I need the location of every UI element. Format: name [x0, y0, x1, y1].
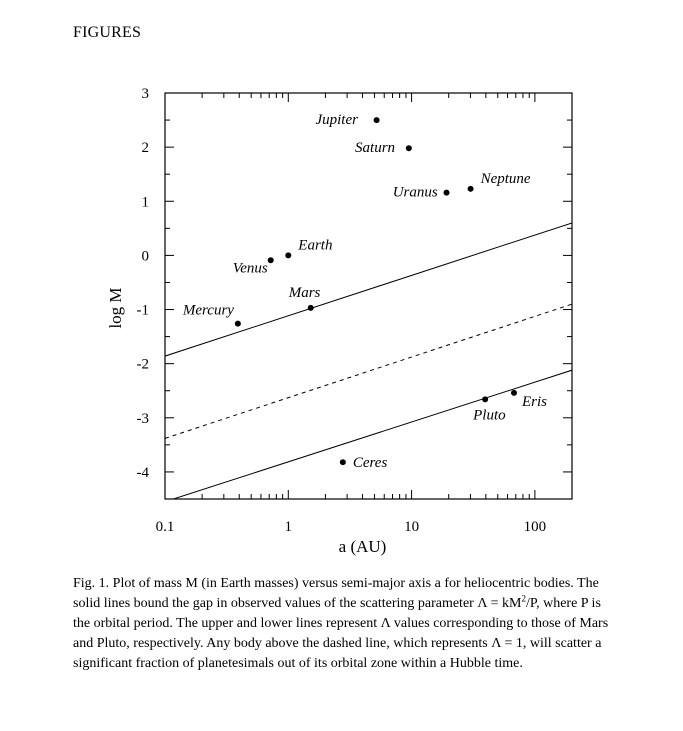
point-label-ceres: Ceres: [352, 455, 388, 472]
y-tick-label: -2: [136, 356, 149, 373]
data-point-jupiter: [374, 117, 380, 123]
x-axis-title: a (AU): [338, 537, 387, 556]
axis-labels: [106, 86, 546, 556]
dashed-line-lambda-1: [165, 304, 572, 438]
point-label-earth: Earth: [298, 237, 333, 254]
point-label-jupiter: Jupiter: [315, 112, 358, 129]
caption-text-part1: Fig. 1. Plot of mass M (in Earth masses) versus semi-major axis a for heliocentric bodies. The solid lines bound the gap in observed values of the scattering parameter Λ = kM: [73, 576, 599, 611]
x-tick-label: 0.1: [155, 519, 175, 535]
point-label-venus: Venus: [232, 260, 268, 277]
point-label-eris: Eris: [521, 393, 548, 410]
data-point-neptune: [468, 186, 474, 192]
y-tick-label: 0: [141, 248, 149, 265]
point-label-mercury: Mercury: [182, 302, 234, 319]
data-points: [182, 112, 547, 471]
data-point-venus: [268, 257, 274, 263]
data-point-earth: [285, 252, 291, 258]
data-point-eris: [511, 390, 517, 396]
x-tick-label: 100: [523, 519, 547, 535]
data-point-mercury: [235, 321, 241, 327]
caption-text-part2: /P, where P is the orbital period. The upper and lower lines represent Λ values corresponding to those of Mars and Pluto, respectively. Any body above the dashed line, which represents Λ = 1, will scatter a significant fraction of planetesimals out of its orbital zone within a Hubble time.: [73, 596, 609, 671]
y-tick-label: 1: [141, 194, 149, 211]
x-tick-label: 1: [284, 519, 293, 535]
point-label-mars: Mars: [288, 284, 321, 301]
point-label-uranus: Uranus: [392, 184, 438, 201]
page-heading: FIGURES: [73, 24, 142, 41]
point-label-neptune: Neptune: [480, 170, 531, 187]
y-tick-label: 3: [141, 86, 149, 102]
data-point-pluto: [482, 396, 488, 402]
y-tick-label: -4: [136, 464, 149, 481]
data-point-uranus: [444, 190, 450, 196]
y-tick-label: -3: [136, 410, 149, 427]
y-tick-label: -1: [136, 302, 149, 319]
x-tick-label: 10: [404, 519, 420, 535]
solid-bound-line: [165, 370, 572, 502]
point-label-saturn: Saturn: [355, 140, 396, 157]
solid-bound-line: [165, 223, 572, 356]
y-tick-label: 2: [141, 140, 149, 157]
figure-caption: [73, 574, 618, 674]
point-label-pluto: Pluto: [473, 407, 506, 424]
data-point-mars: [308, 305, 314, 311]
caption-superscript: 2: [521, 593, 526, 604]
data-point-ceres: [340, 459, 346, 465]
data-point-saturn: [406, 145, 412, 151]
y-axis-title: log M: [106, 287, 125, 329]
